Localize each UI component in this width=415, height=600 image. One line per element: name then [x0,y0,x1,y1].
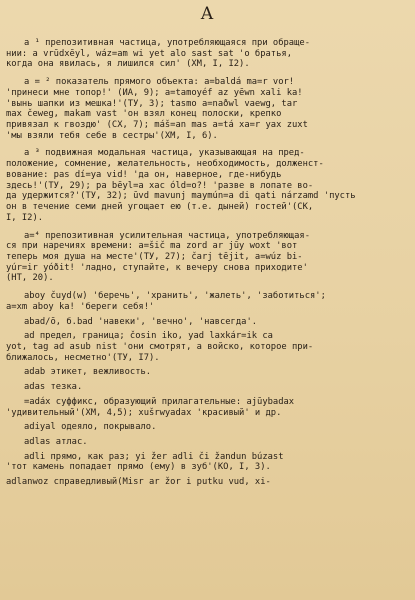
text-line: а=⁴ препозитивная усилительная частица, употребляющая- [24,230,310,241]
text-line: (НТ, 20). [6,273,54,284]
text-line: когда она явилась, я лишился сил' (ХМ, I, I2). [6,59,250,70]
text-line: теперь моя душа на месте'(ТУ, 27); čarj tējit, a=wúz bi- [6,251,303,262]
text-line: а = ² показатель прямого объекта: a=baldá ma=r vor! [24,77,295,88]
text-line: вование: pas dí=ya vid! 'да он, наверное, где-нибудь [6,169,282,180]
text-line: adli прямо, как раз; yi žer adli či žandun búzast [24,451,284,462]
article-paragraphs [6,38,409,284]
article-paragraph [6,231,409,285]
text-line: здесь!'(ТУ, 29); pa bēyl=a xac óld=o?! 'разве в лопате во- [6,180,314,191]
dictionary-entry [6,452,409,473]
text-line: положение, сомнение, желательность, необходимость, долженст- [6,159,324,170]
text-line: ся при наречиях времени: a=šič ma zord ar jūy woxt 'вот [6,241,298,252]
dictionary-entry [6,291,409,312]
text-line: yot, tag ad asub nist 'они смотрят, а войско, которое при- [6,341,314,352]
dictionary-entry [6,317,409,328]
dictionary-entries [6,291,409,473]
text-line: да удержится?'(ТУ, 32); ūvd mavunj maymún=a di qati nárzamd 'пусть [6,191,356,202]
text-line: adiyal одеяло, покрывало. [24,422,157,433]
text-line: yúr=ir yóðit! 'ладно, ступайте, к вечеру снова приходите' [6,262,308,273]
dictionary-entry [6,367,409,378]
dictionary-entry [6,397,409,418]
article-paragraph [6,148,409,223]
text-line: а ¹ препозитивная частица, употребляющаяся при обраще- [24,38,310,48]
article-paragraph [6,77,409,141]
text-line: 'принеси мне топор!' (ИА, 9); a=tamoyéf az yēwn xali ka! [6,87,303,98]
text-line: a=xm aboy ka! 'береги себя!' [6,301,155,312]
text-line: I, I2). [6,212,44,223]
text-line: нии: a vrūdxēyl, wáz=am wi yet alo sast sat 'о братья, [6,48,292,59]
text-line: aboy čuyd(w) 'беречь', 'хранить', 'жалеть', 'заботиться'; [24,291,326,302]
text-line: он в течение семи дней угощает ею (т.е. дыней) гостей'(СК, [6,202,314,213]
page-title: A [200,4,215,24]
dictionary-entry [6,422,409,433]
text-line: adab этикет, вежливость. [24,367,152,378]
text-line: 'тот камень попадает прямо (ему) в зуб'(КО, I, 3). [6,462,271,473]
text-line: ad предел, граница; čosin iko, yad laxkár=ik ca [24,331,273,342]
text-line: =adáx суффикс, образующий прилагательные: ajūybadax [24,396,295,407]
text-line: adas тезка. [24,382,83,393]
text-line: 'вынь шапки из мешка!'(ТУ, 3); tasmo a=naðwl vaewg, tar [6,98,298,109]
dictionary-entry [6,382,409,393]
dictionary-body [6,38,409,488]
text-line: 'удивительный'(ХМ, 4,5); xušrwyadax 'красивый' и др. [6,407,282,418]
text-line: ближалось, несметно'(ТУ, I7). [6,352,160,363]
article-paragraph [6,38,409,70]
text-line: привязал к гвоздю' (СХ, 7); máš=an mas a=tá xa=r yax zuxt [6,120,308,131]
text-line: max čeweg, makam vast 'он взял конец полоски, крепко [6,109,282,120]
text-line: а ³ подвижная модальная частица, указывающая на пред- [24,148,305,159]
text-line: adlas атлас. [24,437,88,447]
text-line: 'мы взяли тебя себе в сестры'(ХМ, I, 6). [6,130,218,141]
cut-off-line: adlanwoz справедливый(Misr ar žor i putku vud, xi- [6,477,271,488]
dictionary-entry [6,437,409,448]
text-line: abad/ō, б.bad 'навеки', 'вечно', 'навсегда'. [24,316,258,327]
dictionary-entry [6,331,409,363]
